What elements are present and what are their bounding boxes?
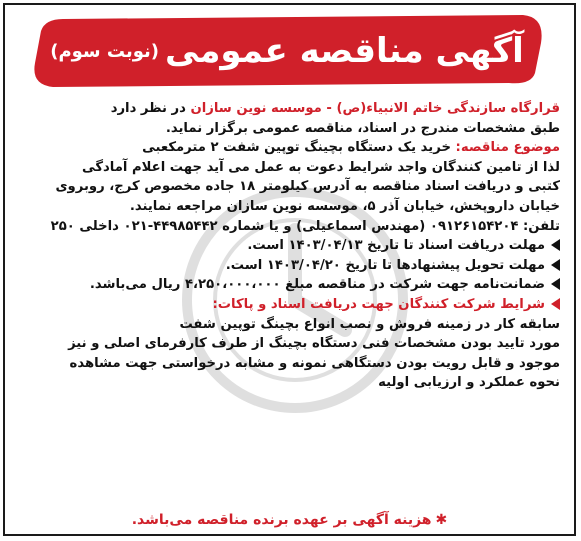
footer-note: ✱هزینه آگهی بر عهده برنده مناقصه می‌باشد. [131,512,448,528]
address-line: کتبی و دریافت اسناد مناقصه به آدرس کیلومتر ۱۸ جاده مخصوص کرج، روبروی [55,179,560,195]
condition-1: سابقه کار در زمینه فروش و نصب انواع بچینگ توپین شفت [179,316,560,332]
deadline-proposals: مهلت تحویل پیشنهادها تا تاریخ ۱۴۰۳/۰۴/۲۰ است. [19,256,560,276]
triangle-bullet-icon [551,298,560,310]
notice-frame [3,3,576,536]
intro-line: قرارگاه سازندگی خاتم الانبیاء(ص) - موسسه نوین سازان در نظر دارد [110,101,560,116]
banner-text [23,13,551,89]
subject-value: خرید یک دستگاه بچینگ توپین شفت ۲ مترمکعبی [142,140,456,156]
triangle-bullet-icon [551,259,560,271]
condition-4: نحوه عملکرد و ارزیابی اولیه [378,375,560,391]
notice-body [19,99,560,393]
star-icon: ✱ [435,512,448,528]
banner-subtitle: (نوبت سوم) [50,40,159,62]
subject-line [19,138,560,158]
banner-title: آگهی مناقصه عمومی [164,31,524,71]
phone-line: تلفن: ۰۹۱۲۶۱۵۴۲۰۴ (مهندس اسماعیلی) و یا شماره ۴۴۹۸۵۴۴۲-۰۲۱ داخلی ۲۵۰ [50,218,560,234]
intro-line-2: طبق مشخصات مندرج در اسناد، مناقصه عمومی برگزار نماید. [165,120,560,136]
triangle-bullet-icon [551,278,560,290]
guarantee-line: ضمانت‌نامه جهت شرکت در مناقصه مبلغ ۴،۲۵۰،۰۰۰،۰۰۰ ریال می‌باشد. [19,275,560,295]
issuer-name: قرارگاه سازندگی خاتم الانبیاء(ص) - موسسه نوین سازان [190,101,560,116]
triangle-bullet-icon [551,239,560,251]
invite-line: لذا از تامین کنندگان واجد شرایط دعوت به عمل می آید جهت اعلام آمادگی [82,159,560,175]
condition-2: مورد تایید بودن مشخصات فنی دستگاه بچینگ از طرف کارفرمای اصلی و نیز [68,336,560,352]
subject-label: موضوع مناقصه: [455,140,560,156]
condition-3: موجود و قابل رویت بودن دستگاهی نمونه و مشابه درخواستی جهت مشاهده [69,355,560,371]
deadline-documents: مهلت دریافت اسناد تا تاریخ ۱۴۰۳/۰۴/۱۳ است. [19,236,560,256]
address-line-2: خیابان داروپخش، خیابان آذر ۵، موسسه نوین سازان مراجعه نمایند. [129,198,560,214]
title-banner [23,13,551,89]
conditions-heading: شرایط شرکت کنندگان جهت دریافت اسناد و پاکات: [19,295,560,315]
